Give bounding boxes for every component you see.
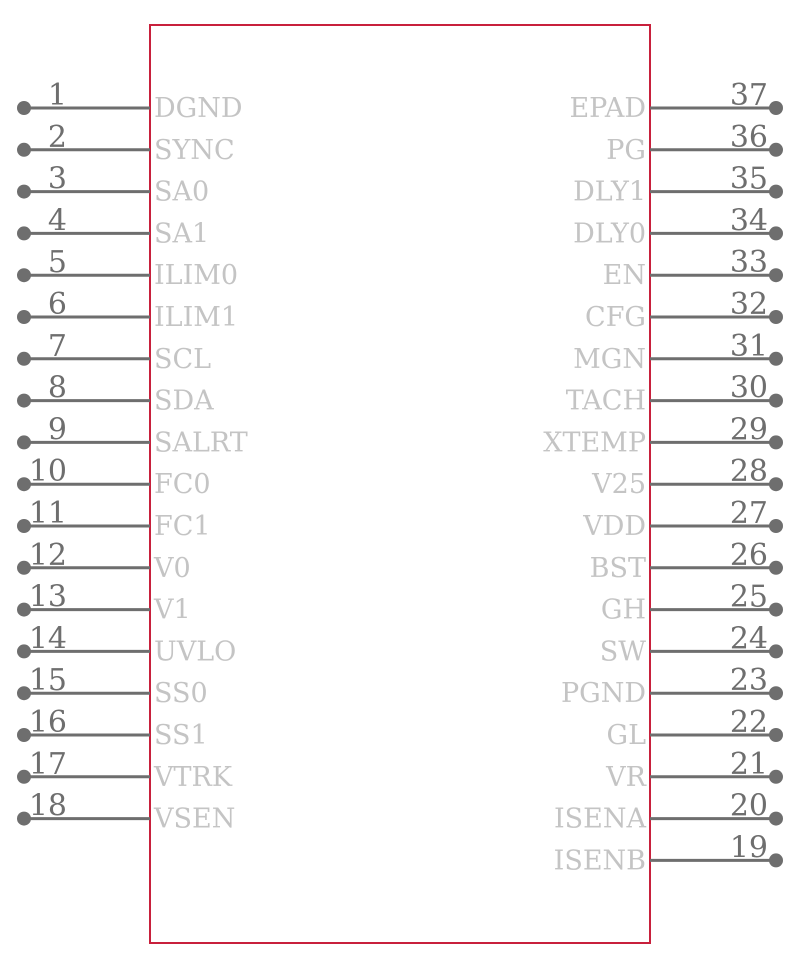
pin-27 bbox=[582, 496, 783, 542]
pin-end-dot bbox=[769, 770, 783, 784]
pin-name-label: DGND bbox=[154, 93, 243, 124]
pin-20 bbox=[554, 789, 783, 835]
pin-13 bbox=[17, 580, 191, 626]
pin-number: 37 bbox=[729, 78, 768, 113]
pin-name-label: VDD bbox=[583, 511, 646, 542]
pin-number: 17 bbox=[28, 746, 67, 782]
right-pin-group bbox=[543, 78, 783, 876]
pin-number: 36 bbox=[729, 119, 768, 155]
pin-number: 25 bbox=[729, 579, 768, 615]
pin-end-dot bbox=[769, 812, 783, 826]
pin-number: 5 bbox=[47, 245, 67, 281]
pin-end-dot bbox=[769, 185, 783, 199]
pin-6 bbox=[17, 287, 238, 333]
pin-name-label: BST bbox=[589, 552, 646, 584]
pin-name-label: SCL bbox=[154, 343, 212, 375]
pin-30 bbox=[566, 371, 783, 417]
pin-name-label: EPAD bbox=[569, 93, 646, 124]
pin-name-label: V0 bbox=[154, 552, 191, 584]
pin-7 bbox=[17, 329, 211, 375]
pin-34 bbox=[573, 203, 783, 249]
pin-end-dot bbox=[769, 101, 783, 115]
pin-name-label: SW bbox=[599, 636, 646, 668]
pin-end-dot bbox=[769, 519, 783, 533]
pin-12 bbox=[17, 538, 191, 584]
pin-number: 21 bbox=[729, 746, 768, 782]
pin-end-dot bbox=[769, 561, 783, 575]
pin-name-label: SA1 bbox=[154, 218, 210, 250]
pin-name-label: DLY0 bbox=[573, 218, 646, 250]
pin-1 bbox=[17, 78, 243, 124]
pin-number: 32 bbox=[729, 287, 768, 322]
pin-name-label: SDA bbox=[154, 385, 214, 417]
pin-end-dot bbox=[17, 435, 31, 449]
pin-number: 1 bbox=[47, 78, 67, 113]
pin-end-dot bbox=[769, 603, 783, 617]
pin-end-dot bbox=[769, 310, 783, 324]
pin-name-label: VR bbox=[606, 761, 646, 793]
pin-35 bbox=[573, 162, 783, 208]
pin-end-dot bbox=[17, 185, 31, 199]
pin-name-label: V1 bbox=[154, 594, 191, 626]
pin-end-dot bbox=[17, 268, 31, 282]
pin-number: 24 bbox=[729, 621, 768, 657]
pin-18 bbox=[17, 789, 235, 835]
pin-number: 8 bbox=[47, 370, 67, 406]
pin-name-label: FC0 bbox=[154, 469, 211, 501]
pin-name-label: DLY1 bbox=[573, 176, 646, 208]
pin-end-dot bbox=[769, 728, 783, 742]
pin-end-dot bbox=[17, 226, 31, 240]
pin-3 bbox=[17, 162, 209, 208]
pin-number: 33 bbox=[729, 245, 768, 281]
pin-name-label: SA0 bbox=[154, 176, 210, 208]
pin-24 bbox=[600, 621, 783, 667]
pin-32 bbox=[585, 287, 783, 333]
pin-28 bbox=[591, 454, 783, 500]
pin-end-dot bbox=[769, 226, 783, 240]
pin-19 bbox=[554, 830, 783, 876]
pin-8 bbox=[17, 371, 214, 417]
pin-number: 20 bbox=[729, 788, 768, 824]
pin-21 bbox=[605, 747, 783, 793]
pin-5 bbox=[17, 245, 238, 291]
pin-end-dot bbox=[769, 394, 783, 408]
pin-name-label: CFG bbox=[585, 302, 646, 333]
pin-end-dot bbox=[17, 101, 31, 115]
pin-name-label: ILIM1 bbox=[154, 302, 239, 333]
pin-14 bbox=[17, 621, 236, 667]
pin-name-label: VSEN bbox=[154, 803, 236, 835]
pin-number: 9 bbox=[47, 412, 67, 448]
pin-end-dot bbox=[769, 143, 783, 157]
pin-number: 2 bbox=[47, 119, 67, 155]
pin-name-label: VTRK bbox=[154, 761, 233, 793]
pin-name-label: SYNC bbox=[154, 134, 235, 166]
pin-name-label: ILIM0 bbox=[154, 260, 239, 292]
pin-name-label: PGND bbox=[560, 678, 646, 710]
pin-name-label: ISENA bbox=[554, 803, 646, 835]
pin-31 bbox=[573, 329, 783, 375]
pin-number: 19 bbox=[729, 830, 768, 866]
pin-number: 23 bbox=[729, 663, 768, 699]
pin-number: 16 bbox=[28, 705, 67, 740]
pin-16 bbox=[17, 705, 208, 751]
pin-end-dot bbox=[17, 352, 31, 366]
pin-end-dot bbox=[769, 352, 783, 366]
pin-number: 4 bbox=[47, 203, 67, 239]
pin-name-label: UVLO bbox=[154, 636, 237, 668]
pin-end-dot bbox=[769, 686, 783, 700]
pin-4 bbox=[17, 203, 209, 249]
pin-name-label: XTEMP bbox=[543, 427, 646, 459]
pin-33 bbox=[603, 245, 783, 291]
pin-9 bbox=[17, 412, 248, 458]
pin-name-label: FC1 bbox=[154, 511, 211, 542]
pin-name-label: V25 bbox=[592, 469, 646, 501]
pin-22 bbox=[607, 705, 784, 751]
pin-number: 15 bbox=[28, 663, 67, 699]
pin-number: 11 bbox=[28, 496, 67, 531]
pin-name-label: SALRT bbox=[154, 427, 248, 459]
pin-end-dot bbox=[769, 853, 783, 867]
pin-name-label: SS0 bbox=[154, 678, 208, 710]
pin-number: 27 bbox=[729, 496, 768, 531]
pin-number: 6 bbox=[47, 287, 67, 322]
pin-number: 35 bbox=[729, 161, 768, 197]
pin-25 bbox=[601, 580, 783, 626]
pin-number: 31 bbox=[729, 328, 768, 364]
pin-end-dot bbox=[17, 394, 31, 408]
pin-end-dot bbox=[17, 310, 31, 324]
left-pin-group bbox=[17, 78, 248, 835]
pin-2 bbox=[17, 120, 235, 166]
pin-23 bbox=[561, 663, 783, 709]
pin-end-dot bbox=[769, 644, 783, 658]
pin-number: 18 bbox=[28, 788, 67, 824]
pin-number: 26 bbox=[729, 537, 768, 573]
pin-name-label: MGN bbox=[573, 343, 646, 375]
pin-number: 29 bbox=[729, 412, 768, 448]
pin-number: 3 bbox=[47, 161, 67, 197]
pin-10 bbox=[17, 454, 211, 500]
pin-number: 7 bbox=[47, 328, 67, 364]
pin-name-label: GL bbox=[606, 720, 646, 751]
pin-29 bbox=[543, 412, 783, 458]
pin-name-label: EN bbox=[602, 260, 646, 292]
pin-end-dot bbox=[769, 477, 783, 491]
pin-end-dot bbox=[769, 268, 783, 282]
pin-name-label: TACH bbox=[565, 385, 646, 417]
pin-15 bbox=[17, 663, 208, 709]
pin-37 bbox=[569, 78, 783, 124]
pin-name-label: ISENB bbox=[553, 845, 646, 877]
pin-17 bbox=[17, 747, 233, 793]
pin-number: 14 bbox=[28, 621, 67, 657]
pin-number: 22 bbox=[729, 705, 768, 740]
pin-number: 28 bbox=[729, 454, 768, 490]
pin-26 bbox=[590, 538, 783, 584]
pin-name-label: GH bbox=[600, 594, 646, 626]
pin-number: 10 bbox=[28, 454, 67, 490]
pin-end-dot bbox=[769, 435, 783, 449]
pin-36 bbox=[606, 120, 783, 166]
pin-number: 13 bbox=[28, 579, 67, 615]
pin-name-label: SS1 bbox=[154, 720, 208, 751]
pin-end-dot bbox=[17, 143, 31, 157]
pin-number: 30 bbox=[729, 370, 768, 406]
pin-number: 12 bbox=[28, 537, 67, 573]
pin-name-label: PG bbox=[606, 134, 646, 166]
pin-number: 34 bbox=[729, 203, 768, 239]
pin-11 bbox=[17, 496, 211, 542]
